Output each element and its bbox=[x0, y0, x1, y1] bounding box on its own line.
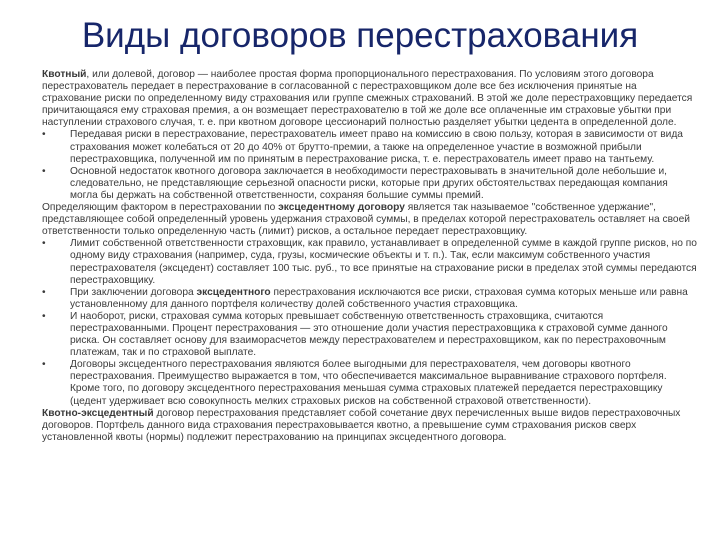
bullet-text: Лимит собственной ответственности страховщик, как правило, устанавливает в определенной сумме в каждой группе рисков, но по одному виду страхования (например, суда, грузы, космические объекты и т. п.). Так, если максимум собственного участия перестрахователя (эксцедент) составляет 100 тыс. руб., то все принятые на страхование риски в пределах этой суммы передаются перестраховщику. bbox=[70, 238, 697, 286]
term-excess: эксцедентному договору bbox=[278, 202, 405, 214]
paragraph-quota-excess bbox=[42, 408, 698, 444]
bullet-text-before: При заключении договора bbox=[70, 286, 197, 298]
bullet-text: Основной недостаток квотного договора заключается в необходимости перестраховывать в значительной доле небольшие и, следовательно, не представляющие серьезной опасности риски, которые при других обстоятельствах передающая компания могла бы держать на собственной ответственности, сохраняя большие суммы премий. bbox=[70, 165, 668, 201]
bullet-icon: • bbox=[42, 359, 46, 371]
bullet-text: И наоборот, риски, страховая сумма которых превышает собственную ответственность страховщика, считаются перестрахованными. Процент перестрахования — это отношение доли участия перестраховщика к страховой сумме данного риска. Он составляет основу для взаиморасчетов между перестрахователем и перестраховщиком, как по перестраховочным платежам, так и по страховой выплате. bbox=[70, 310, 668, 359]
bullet-icon: • bbox=[42, 238, 46, 250]
paragraph-text-before: Определяющим фактором в перестраховании по bbox=[42, 202, 279, 214]
term-quota: Квотный bbox=[42, 69, 87, 80]
bullet-icon: • bbox=[42, 286, 46, 298]
bullet-text: Передавая риски в перестрахование, перестрахователь имеет право на комиссию в свою пользу, которая в зависимости от вида страхования может колебаться от 20 до 40% от брутто-премии, а также на определенное участие в возможной прибыли перестраховщика, полученной им по принятым в перестрахование риска, т. е. перестрахователь имеет право на тантьему. bbox=[70, 129, 683, 165]
bullet-icon: • bbox=[42, 310, 46, 322]
bullet-text: Договоры эксцедентного перестрахования являются более выгодными для перестрахователя, чем договоры квотного перестрахования. Преимущество выражается в том, что обеспечивается максимальное выравнивание страхового портфеля. Кроме того, по договору эксцедентного перестрахования меньшая сумма страховых платежей передается перестраховщику (цедент удерживает всю совокупность мелких страховых рисков на собственной страховой ответственности). bbox=[70, 359, 667, 407]
bullet-item-limit bbox=[42, 238, 698, 286]
bullet-icon: • bbox=[42, 129, 46, 141]
paragraph-quota bbox=[42, 69, 698, 129]
slide-title: Виды договоров перестрахования bbox=[81, 16, 639, 55]
paragraph-text-after: является так называемое "собственное удержание", представляющее собой определенный уровень удержания страховой суммы, в пределах которой перестрахователь оставляет на своей ответственности только определенную часть (лимит) рисков, а остальное передает перестраховщику. bbox=[42, 202, 690, 238]
bullet-text-after: перестрахования исключаются все риски, страховая сумма которых меньше или равна установленному для данного портфеля количеству долей собственного участия страховщика. bbox=[70, 286, 688, 310]
bullet-icon: • bbox=[42, 165, 46, 177]
paragraph-text: , или долевой, договор — наиболее простая форма пропорционального перестрахования. По условиям этого договора перестрахователь передает в перестрахование в согласованной с перестраховщиком доле все без исключения принятые на страхование риски по определенному виду страхования или группе смежных страхований. В этой же доле перестраховщику передается причитающаяся ему страховая премия, а он возмещает перестрахователю в той же доле все оплаченные им страховые убытки при наступлении страхового случая, т. е. при квотном договоре цессионарий полностью разделяет убытки цедента в определенной доле. bbox=[42, 69, 693, 129]
bullet-item-reinsured bbox=[42, 311, 698, 359]
paragraph-excess bbox=[42, 202, 698, 238]
term-excess-short: эксцедентного bbox=[196, 286, 271, 298]
bullet-item-exclusion bbox=[42, 287, 698, 311]
paragraph-text: договор перестрахования представляет собой сочетание двух перечисленных выше видов перестраховочных договоров. Портфель данного вида страхования перестраховывается квотно, а превышение сумм страхования рисков сверх установленной квоты (нормы) подлежит перестрахованию на принципах эксцедентного договора. bbox=[42, 407, 681, 443]
bullet-item-drawback bbox=[42, 166, 698, 202]
slide-body bbox=[42, 69, 698, 444]
bullet-item-advantage bbox=[42, 359, 698, 407]
bullet-item-commission bbox=[42, 129, 698, 165]
term-quota-excess: Квотно-эксцедентный bbox=[42, 407, 154, 419]
